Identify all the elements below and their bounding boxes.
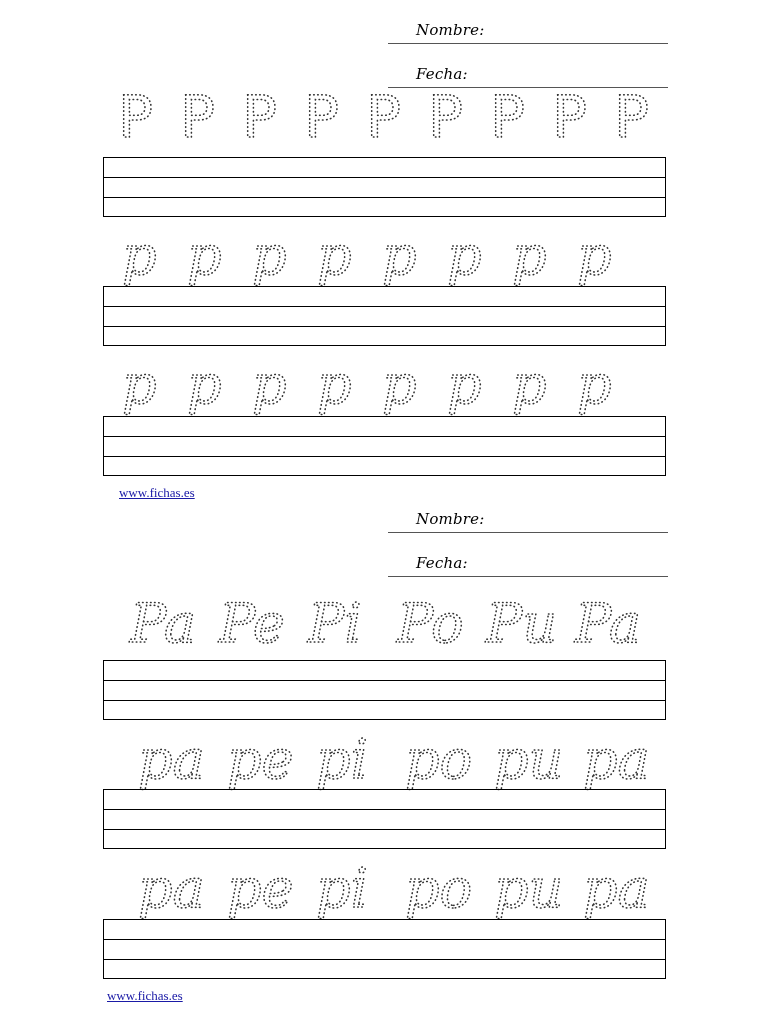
trace-glyph: pe	[227, 728, 294, 791]
trace-glyph: P	[242, 83, 277, 151]
trace-glyph: Po	[397, 592, 464, 655]
date-line[interactable]	[388, 576, 668, 577]
trace-glyph: pi	[316, 857, 368, 920]
trace-glyph: p	[317, 224, 352, 287]
trace-row-1-svg	[100, 83, 670, 151]
trace-glyph: p	[252, 353, 287, 416]
writing-rule	[104, 809, 665, 810]
trace-row-2-svg	[100, 224, 670, 288]
trace-glyph: Pe	[219, 592, 285, 655]
trace-glyph: Pa	[130, 592, 197, 655]
writing-box-1[interactable]	[103, 157, 666, 217]
trace-row-4-svg	[100, 590, 670, 655]
date-label: Fecha:	[416, 65, 468, 83]
trace-row-2	[100, 224, 670, 288]
trace-glyph: pa	[583, 728, 650, 791]
trace-glyph: P	[180, 83, 215, 151]
trace-glyph: p	[122, 353, 157, 416]
writing-rule	[104, 177, 665, 178]
name-label: Nombre:	[416, 21, 485, 39]
writing-rule	[104, 680, 665, 681]
trace-glyph: P	[490, 83, 525, 151]
trace-glyph: Pu	[486, 592, 558, 655]
trace-glyph: p	[252, 224, 287, 287]
trace-glyph: pa	[138, 728, 205, 791]
trace-row-3	[100, 353, 670, 417]
trace-glyph: p	[122, 224, 157, 287]
fichas-link[interactable]: www.fichas.es	[107, 988, 183, 1003]
trace-glyph: Pa	[575, 592, 642, 655]
writing-rule	[104, 306, 665, 307]
date-label: Fecha:	[416, 554, 468, 572]
writing-rule	[104, 829, 665, 830]
name-line[interactable]	[388, 532, 668, 533]
writing-rule	[104, 456, 665, 457]
trace-glyph: p	[577, 353, 612, 416]
trace-glyph: p	[187, 224, 222, 287]
trace-glyph: pe	[227, 857, 294, 920]
trace-glyph: Pi	[308, 592, 362, 655]
trace-glyph: pa	[138, 857, 205, 920]
trace-row-1	[100, 83, 670, 151]
trace-glyph: pu	[494, 857, 564, 920]
trace-row-5-svg	[100, 730, 670, 790]
writing-rule	[104, 326, 665, 327]
writing-box-3[interactable]	[103, 416, 666, 476]
trace-row-3-svg	[100, 353, 670, 417]
writing-box-4[interactable]	[103, 660, 666, 720]
trace-row-5	[100, 730, 670, 790]
writing-rule	[104, 436, 665, 437]
trace-glyph: pu	[494, 728, 564, 791]
trace-glyph: p	[447, 224, 482, 287]
trace-glyph: po	[405, 728, 473, 791]
trace-row-4	[100, 590, 670, 655]
trace-glyph: p	[382, 353, 417, 416]
trace-glyph: P	[428, 83, 463, 151]
trace-glyph: p	[512, 224, 547, 287]
trace-glyph: pa	[583, 857, 650, 920]
writing-box-5[interactable]	[103, 789, 666, 849]
name-label: Nombre:	[416, 510, 485, 528]
trace-glyph: p	[317, 353, 352, 416]
writing-rule	[104, 959, 665, 960]
trace-glyph: po	[405, 857, 473, 920]
writing-rule	[104, 939, 665, 940]
trace-glyph: p	[577, 224, 612, 287]
trace-glyph: P	[366, 83, 401, 151]
trace-row-6	[100, 859, 670, 919]
trace-glyph: p	[447, 353, 482, 416]
name-line[interactable]	[388, 43, 668, 44]
trace-glyph: P	[552, 83, 587, 151]
trace-glyph: p	[187, 353, 222, 416]
fichas-link[interactable]: www.fichas.es	[119, 485, 195, 500]
writing-box-2[interactable]	[103, 286, 666, 346]
trace-row-6-svg	[100, 859, 670, 919]
trace-glyph: pi	[316, 728, 368, 791]
writing-rule	[104, 197, 665, 198]
trace-glyph: P	[614, 83, 649, 151]
trace-glyph: p	[512, 353, 547, 416]
trace-glyph: P	[304, 83, 339, 151]
writing-box-6[interactable]	[103, 919, 666, 979]
writing-rule	[104, 700, 665, 701]
trace-glyph: p	[382, 224, 417, 287]
trace-glyph: P	[118, 83, 153, 151]
